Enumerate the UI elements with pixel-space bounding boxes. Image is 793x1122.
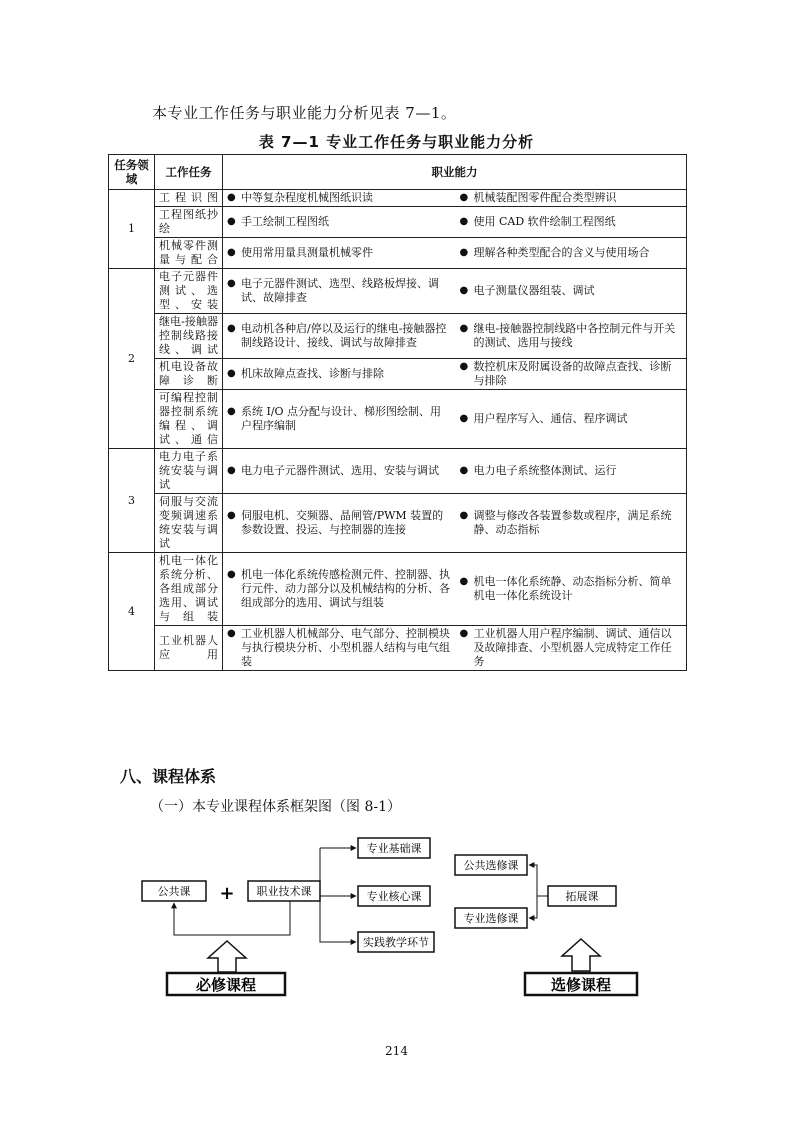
basic-course-label: 专业基础课 (366, 842, 422, 855)
bullet-icon: ● (227, 628, 236, 639)
pro-elective-label: 专业选修课 (463, 912, 519, 925)
task-cell: 工业机器人应用 (155, 626, 223, 671)
ability-text: 电动机各种启/停以及运行的继电-接触器控制线路设计、接线、调试与故障排查 (241, 322, 447, 349)
sub-title: （一）本专业课程体系框架图（图 8-1） (150, 799, 401, 815)
ability-text: 电力电子元器件测试、选用、安装与调试 (241, 464, 439, 477)
table-caption: 表 7—1 专业工作任务与职业能力分析 (258, 133, 535, 151)
bullet-icon: ● (227, 323, 236, 334)
ability-text: 调整与修改各装置参数或程序，满足系统静、动态指标 (473, 509, 672, 536)
task-cell: 机电设备故障诊断 (155, 359, 223, 390)
ability-text: 手工绘制工程图纸 (241, 215, 329, 228)
public-course-label: 公共课 (157, 885, 191, 898)
extension-label: 拓展课 (565, 890, 599, 903)
public-elective-label: 公共选修课 (463, 859, 519, 872)
ability-text: 使用 CAD 软件绘制工程图纸 (473, 215, 616, 228)
task-cell: 可编程控制器控制系统编程、调试、通信 (155, 390, 223, 449)
domain-cell: 3 (109, 449, 155, 553)
header-task: 工作任务 (155, 155, 223, 190)
domain-cell: 4 (109, 553, 155, 671)
ability-text: 中等复杂程度机械图纸识读 (241, 191, 373, 204)
ability-text: 理解各种类型配合的含义与使用场合 (473, 246, 650, 259)
elective-label: 选修课程 (550, 976, 612, 994)
bullet-icon: ● (227, 278, 236, 289)
ability-text: 电子元器件测试、选型、线路板焊接、调试、故障排查 (241, 277, 439, 304)
bullet-icon: ● (459, 628, 469, 639)
core-course-label: 专业核心课 (366, 890, 422, 903)
plus-sign: + (219, 883, 235, 904)
practice-label: 实践教学环节 (363, 936, 429, 949)
bullet-icon: ● (227, 368, 236, 379)
ability-text: 机电一体化系统传感检测元件、控制器、执行元件、动力部分以及机械结构的分析、各组成部分的选用、调试与组装 (241, 568, 450, 609)
ability-text: 用户程序写入、通信、程序调试 (473, 412, 628, 425)
ability-text: 数控机床及附属设备的故障点查找、诊断与排除 (473, 360, 672, 387)
bullet-icon: ● (459, 361, 469, 372)
ability-text: 使用常用量具测量机械零件 (241, 246, 373, 259)
bullet-icon: ● (459, 285, 469, 296)
ability-text: 电子测量仪器组装、调试 (473, 284, 595, 297)
required-label: 必修课程 (195, 976, 257, 994)
ability-text: 伺服电机、交频器、晶闸管/PWM 装置的参数设置、投运、与控制器的连接 (241, 509, 444, 536)
task-cell: 工程图纸抄绘 (155, 207, 223, 238)
domain-cell: 2 (109, 269, 155, 449)
bullet-icon: ● (227, 569, 236, 580)
section-title: 八、课程体系 (120, 767, 217, 786)
branch-line (320, 848, 356, 942)
intro-text: 本专业工作任务与职业能力分析见表 7—1。 (152, 104, 457, 122)
ability-text: 机电一体化系统静、动态指标分析、简单机电一体化系统设计 (473, 575, 672, 602)
bullet-icon: ● (227, 465, 236, 476)
bullet-icon: ● (459, 413, 469, 424)
ability-text: 机械装配图零件配合类型辨识 (473, 191, 617, 204)
task-cell: 机械零件测量与配合 (155, 238, 223, 269)
task-cell: 继电-接触器控制线路接线、调试 (155, 314, 223, 359)
bullet-icon: ● (227, 510, 236, 521)
ability-text: 电力电子系统整体测试、运行 (473, 464, 617, 477)
required-up-arrow (208, 941, 246, 972)
bullet-icon: ● (459, 247, 469, 258)
bullet-icon: ● (227, 247, 236, 258)
bullet-icon: ● (459, 192, 469, 203)
page-number: 214 (385, 1044, 408, 1058)
task-cell: 工程识图 (155, 190, 223, 207)
task-cell: 电力电子系统安装与调试 (155, 449, 223, 494)
bullet-icon: ● (459, 216, 469, 227)
header-ability: 职业能力 (223, 155, 687, 190)
task-cell: 机电一体化系统分析、各组成部分选用、调试与组装 (155, 553, 223, 626)
header-domain: 任务领域 (109, 155, 155, 190)
ability-text: 机床故障点查找、诊断与排除 (241, 367, 384, 380)
bullet-icon: ● (459, 465, 469, 476)
bullet-icon: ● (459, 323, 469, 334)
elective-up-arrow (562, 939, 600, 971)
professional-course-label: 职业技术课 (256, 885, 312, 898)
ability-text: 工业机器人用户程序编制、调试、通信以及故障排查、小型机器人完成特定工作任务 (473, 627, 672, 668)
bullet-icon: ● (227, 216, 236, 227)
ability-text: 系统 I/O 点分配与设计、梯形图绘制、用户程序编制 (241, 405, 442, 432)
task-cell: 电子元器件测试、选型、安装 (155, 269, 223, 314)
bullet-icon: ● (459, 510, 469, 521)
ability-text: 工业机器人机械部分、电气部分、控制模块与执行模块分析、小型机器人结构与电气组装 (241, 627, 450, 668)
task-cell: 伺服与交流变频调速系统安装与调试 (155, 494, 223, 553)
bullet-icon: ● (227, 192, 236, 203)
domain-cell: 1 (109, 190, 155, 269)
bullet-icon: ● (459, 576, 469, 587)
bullet-icon: ● (227, 406, 236, 417)
ability-text: 继电-接触器控制线路中各控制元件与开关的测试、选用与接线 (473, 322, 676, 349)
